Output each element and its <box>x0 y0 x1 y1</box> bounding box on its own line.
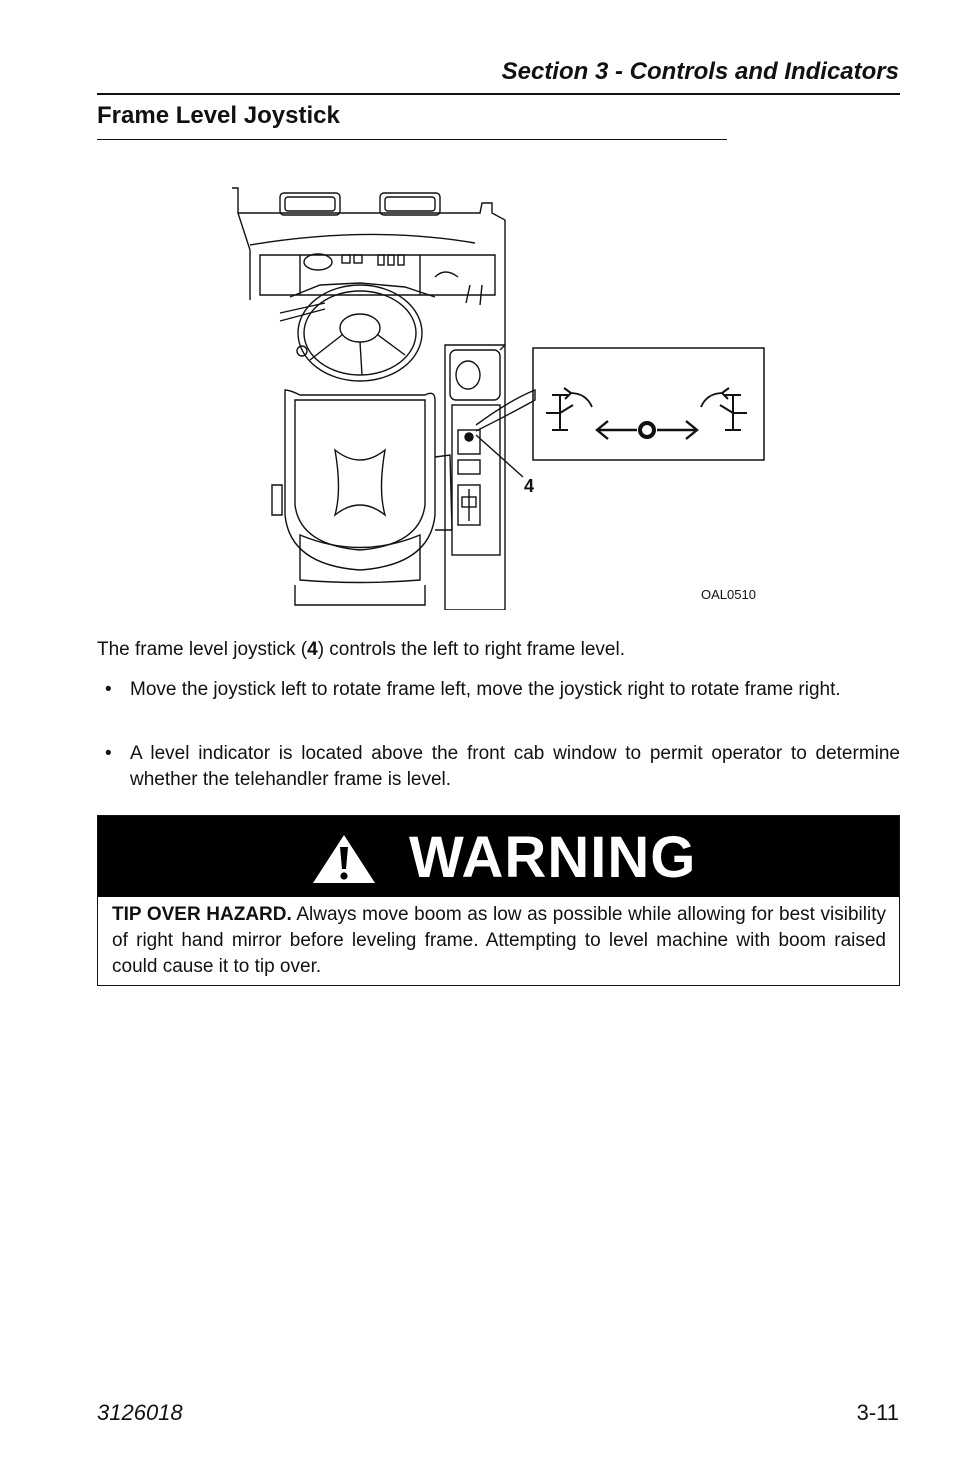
operator-seat <box>285 390 435 570</box>
page-title: Frame Level Joystick <box>97 102 340 129</box>
arrow-left-icon <box>597 421 637 439</box>
main-joystick <box>456 361 480 389</box>
intro-text-before: The frame level joystick ( <box>97 639 308 660</box>
joystick-center-icon <box>640 423 654 437</box>
frame-tilt-left-icon <box>546 388 592 430</box>
joystick-symbol-inset <box>533 348 764 460</box>
bullet-item <box>97 741 900 793</box>
steering-wheel <box>298 285 422 381</box>
warning-triangle-icon <box>311 833 377 885</box>
warning-box <box>97 815 900 986</box>
warning-text: Always move boom as low as possible while allowing for best visibility of right hand mirror before leveling frame. Attempting to level machine with boom raised could cause it to tip over. <box>112 904 886 977</box>
arrow-right-icon <box>657 421 697 439</box>
frame-tilt-right-icon <box>701 388 747 430</box>
steering-hub <box>340 314 380 342</box>
warning-title: WARNING <box>409 825 697 890</box>
warning-body <box>112 902 886 980</box>
bullet-symbol: • <box>105 743 112 764</box>
title-divider <box>97 139 727 140</box>
document-number: 3126018 <box>97 1400 183 1425</box>
bullet-text: A level indicator is located above the front cab window to permit operator to determine whether the telehandler frame is level. <box>130 743 900 790</box>
intro-paragraph <box>97 637 900 663</box>
figure-code: OAL0510 <box>701 587 756 602</box>
figure-callout-number: 4 <box>524 476 535 496</box>
bullet-symbol: • <box>105 679 112 700</box>
cab-controls-illustration <box>230 185 770 610</box>
intro-text-after: ) controls the left to right frame level. <box>317 639 625 660</box>
page-number: 3-11 <box>856 1400 899 1425</box>
side-console <box>445 345 505 610</box>
warning-header <box>98 816 899 897</box>
intro-callout-ref: 4 <box>307 639 318 660</box>
switch-panel <box>452 405 500 555</box>
dashboard-outline <box>232 188 505 350</box>
bullet-text: Move the joystick left to rotate frame left, move the joystick right to rotate frame right. <box>130 679 841 700</box>
bullet-item <box>97 677 900 703</box>
warning-lead: TIP OVER HAZARD. <box>112 904 292 925</box>
section-header: Section 3 - Controls and Indicators <box>501 58 899 85</box>
header-divider <box>97 93 900 95</box>
gauge-cluster <box>304 254 332 270</box>
seat-armrest <box>435 455 452 530</box>
